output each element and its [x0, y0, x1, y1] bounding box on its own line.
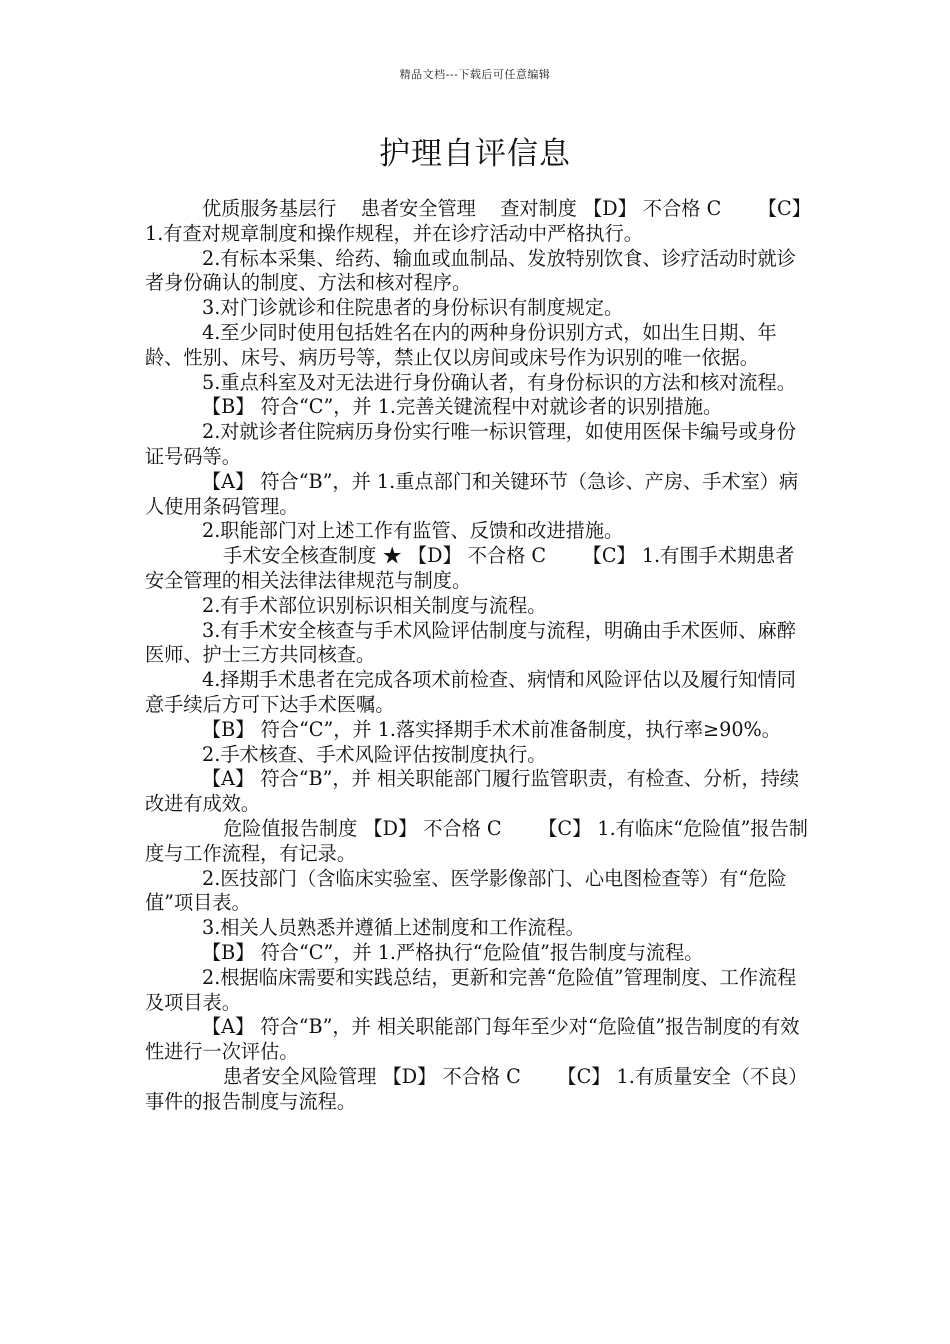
document-body [145, 197, 818, 1114]
paragraph: 【A】 符合“B”，并 相关职能部门履行监管职责，有检查、分析，持续改进有成效。 [145, 767, 800, 816]
paragraph: 3.对门诊就诊和住院患者的身份标识有制度规定。 [202, 296, 624, 320]
paragraph: 2.手术核查、手术风险评估按制度执行。 [202, 742, 547, 766]
paragraph: 3.相关人员熟悉并遵循上述制度和工作流程。 [202, 916, 585, 940]
paragraph: 4.择期手术患者在完成各项术前检查、病情和风险评估以及履行知情同意手续后方可下达手术医嘱。 [145, 668, 796, 716]
paragraph: 4.至少同时使用包括姓名在内的两种身份识别方式，如出生日期、年龄、性别、床号、病历号等，禁止仅以房间或床号作为识别的唯一依据。 [145, 320, 777, 369]
paragraph: 【B】 符合“C”，并 1.完善关键流程中对就诊者的识别措施。 [202, 395, 723, 419]
paragraph: 【B】 符合“C”，并 1.严格执行“危险值”报告制度与流程。 [202, 940, 704, 964]
section-heading-paragraph: 手术安全核查制度 ★ 【D】 不合格 C 【C】 1.有围手术期患者安全管理的相关法律法律规范与制度。 [145, 544, 795, 592]
paragraph: 【A】 符合“B”，并 1.重点部门和关键环节（急诊、产房、手术室）病人使用条码管理。 [145, 469, 799, 518]
section-heading-paragraph: 危险值报告制度 【D】 不合格 C 【C】 1.有临床“危险值”报告制度与工作流程，有记录。 [145, 816, 808, 865]
paragraph: 优质服务基层行 患者安全管理 查对制度 【D】 不合格 C 【C】 1.有查对规章制度和操作规程，并在诊疗活动中严格执行。 [145, 197, 818, 245]
paragraph: 2.职能部门对上述工作有监管、反馈和改进措施。 [202, 519, 624, 543]
paragraph: 2.根据临床需要和实践总结，更新和完善“危险值”管理制度、工作流程及项目表。 [145, 965, 797, 1014]
paragraph: 2.医技部门（含临床实验室、医学影像部门、心电图检查等）有“危险值”项目表。 [145, 866, 787, 915]
document-title: 护理自评信息 [379, 136, 571, 172]
paragraph: 5.重点科室及对无法进行身份确认者，有身份标识的方法和核对流程。 [202, 370, 796, 394]
paragraph: 2.有手术部位识别标识相关制度与流程。 [202, 593, 547, 617]
header-note: 精品文档---下载后可任意编辑 [399, 68, 551, 81]
paragraph: 2.有标本采集、给药、输血或血制品、发放特别饮食、诊疗活动时就诊者身份确认的制度、方法和核对程序。 [145, 246, 796, 295]
paragraph: 2.对就诊者住院病历身份实行唯一标识管理，如使用医保卡编号或身份证号码等。 [145, 420, 796, 468]
paragraph: 【A】 符合“B”，并 相关职能部门每年至少对“危险值”报告制度的有效性进行一次评估。 [145, 1015, 800, 1064]
paragraph: 3.有手术安全核查与手术风险评估制度与流程，明确由手术医师、麻醉医师、护士三方共同核查。 [145, 618, 796, 667]
section-heading-paragraph: 患者安全风险管理 【D】 不合格 C 【C】 1.有质量安全（不良）事件的报告制度与流程。 [145, 1064, 808, 1113]
paragraph: 【B】 符合“C”，并 1.落实择期手术术前准备制度，执行率≥90%。 [202, 717, 781, 741]
